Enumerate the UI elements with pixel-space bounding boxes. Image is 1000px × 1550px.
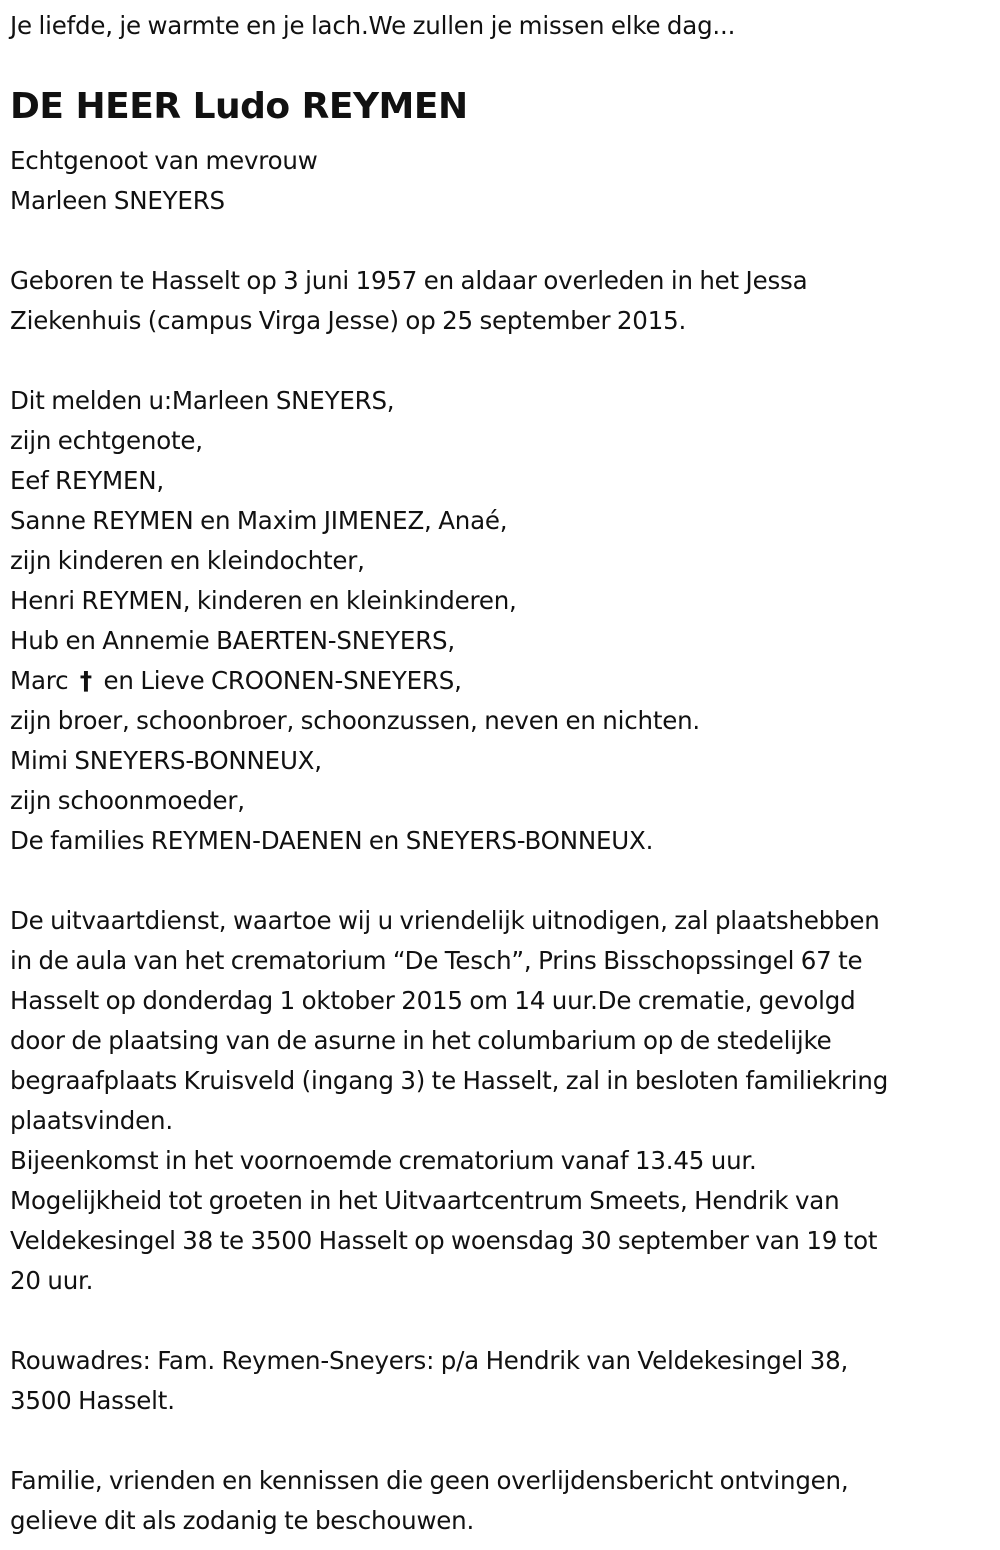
text-line: Mogelijkheid tot groeten in het Uitvaartcentrum Smeets, Hendrik van: [10, 1186, 840, 1215]
spacer: [10, 1421, 995, 1461]
announcer-name: en Lieve CROONEN-SNEYERS,: [103, 666, 462, 695]
announcer-line: Mimi SNEYERS-BONNEUX,: [10, 746, 322, 775]
deceased-name: DE HEER Ludo REYMEN: [10, 86, 468, 127]
spacer: [10, 1301, 995, 1341]
text-line: Rouwadres: Fam. Reymen-Sneyers: p/a Hendrik van Veldekesingel 38,: [10, 1346, 849, 1375]
spouse-line: Echtgenoot van mevrouw: [10, 146, 318, 175]
text-line: 3500 Hasselt.: [10, 1386, 175, 1415]
motto: Je liefde, je warmte en je lach.We zullen je missen elke dag...: [10, 11, 736, 40]
text-line: Ziekenhuis (campus Virga Jesse) op 25 september 2015.: [10, 306, 687, 335]
announcer-line-with-cross: [10, 661, 995, 701]
text-line: De uitvaartdienst, waartoe wij u vriendelijk uitnodigen, zal plaatshebben: [10, 906, 880, 935]
spouse-name: Marleen SNEYERS: [10, 186, 225, 215]
announcer-line: zijn broer, schoonbroer, schoonzussen, neven en nichten.: [10, 706, 701, 735]
text-line: Veldekesingel 38 te 3500 Hasselt op woensdag 30 september van 19 tot: [10, 1226, 878, 1255]
announcer-line: zijn echtgenote,: [10, 426, 203, 455]
announcer-line: Eef REYMEN,: [10, 466, 164, 495]
text-line: door de plaatsing van de asurne in het columbarium op de stedelijke: [10, 1026, 832, 1055]
closing-paragraph: [10, 1461, 995, 1541]
birth-death-paragraph: [10, 261, 995, 341]
ceremony-paragraph: [10, 901, 995, 1301]
text-line: Hasselt op donderdag 1 oktober 2015 om 14 uur.De crematie, gevolgd: [10, 986, 856, 1015]
spacer: [10, 861, 995, 901]
obituary-notice: [10, 0, 995, 1541]
text-line: 20 uur.: [10, 1266, 94, 1295]
text-line: Geboren te Hasselt op 3 juni 1957 en aldaar overleden in het Jessa: [10, 266, 808, 295]
text-line: Familie, vrienden en kennissen die geen overlijdensbericht ontvingen,: [10, 1466, 849, 1495]
text-line: begraafplaats Kruisveld (ingang 3) te Hasselt, zal in besloten familiekring: [10, 1066, 889, 1095]
announcer-line: Henri REYMEN, kinderen en kleinkinderen,: [10, 586, 517, 615]
announcer-line: Dit melden u:Marleen SNEYERS,: [10, 386, 395, 415]
announcer-line: zijn kinderen en kleindochter,: [10, 546, 365, 575]
announcers-paragraph: [10, 381, 995, 861]
cross-icon: †: [79, 666, 92, 695]
text-line: plaatsvinden.: [10, 1106, 173, 1135]
spacer: [10, 221, 995, 261]
text-line: in de aula van het crematorium “De Tesch”, Prins Bisschopssingel 67 te: [10, 946, 863, 975]
announcer-line: zijn schoonmoeder,: [10, 786, 245, 815]
announcer-line: Hub en Annemie BAERTEN-SNEYERS,: [10, 626, 455, 655]
announcer-name: Marc: [10, 666, 69, 695]
announcer-line: De families REYMEN-DAENEN en SNEYERS-BONNEUX.: [10, 826, 654, 855]
text-line: Bijeenkomst in het voornoemde crematorium vanaf 13.45 uur.: [10, 1146, 757, 1175]
announcer-line: Sanne REYMEN en Maxim JIMENEZ, Anaé,: [10, 506, 508, 535]
spacer: [10, 341, 995, 381]
text-line: gelieve dit als zodanig te beschouwen.: [10, 1506, 475, 1535]
address-paragraph: [10, 1341, 995, 1421]
